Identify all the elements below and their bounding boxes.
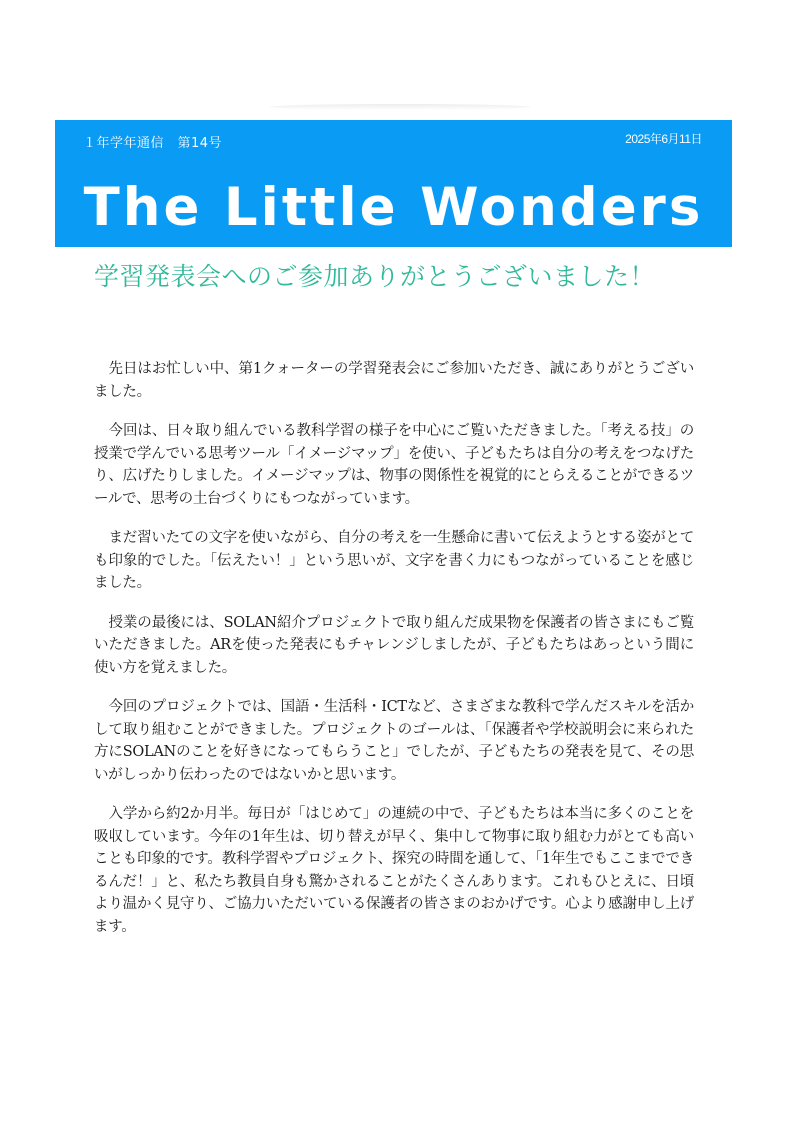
paragraph-4: 授業の最後には、SOLAN紹介プロジェクトで取り組んだ成果物を保護者の皆さまにもご覧いただきました。ARを使った発表にもチャレンジしましたが、子どもたちはあっという間に使い方を覚えました。 xyxy=(94,614,694,676)
paragraph-5: 今回のプロジェクトでは、国語・生活科・ICTなど、さまざまな教科で学んだスキルを活かして取り組むことができました。プロジェクトのゴールは、「保護者や学校説明会に来られた方にSOLANのことを好きになってもらうこと」でしたが、子どもたちの発表を見て、その思いがしっかり伝わったのではないかと思います。 xyxy=(94,699,694,783)
newsletter-title: The Little Wonders xyxy=(83,177,704,238)
issue-number: １年学年通信 第14号 xyxy=(83,136,223,151)
issue-date: 2025年6月11日 xyxy=(625,132,702,146)
page-top-shadow xyxy=(270,104,530,110)
newsletter-header xyxy=(55,120,732,247)
paragraph-6: 入学から約2か月半。毎日が「はじめて」の連続の中で、子どもたちは本当に多くのことを吸収しています。今年の1年生は、切り替えが早く、集中して物事に取り組む力がとても高いことも印象的です。教科学習やプロジェクト、探究の時間を通して、「1年生でもここまでできるんだ！」と、私たち教員自身も驚かされることがたくさんあります。これもひとえに、日頃より温かく見守り、ご協力いただいている保護者の皆さまのおかげです。心より感謝申し上げます。 xyxy=(94,806,694,935)
paragraph-1: 先日はお忙しい中、第1クォーターの学習発表会にご参加いただき、誠にありがとうございました。 xyxy=(94,361,694,400)
paragraph-3: まだ習いたての文字を使いながら、自分の考えを一生懸命に書いて伝えようとする姿がとても印象的でした。「伝えたい！」という思いが、文字を書く力にもつながっていることを感じました。 xyxy=(94,530,694,591)
article-body xyxy=(94,358,694,955)
paragraph-2: 今回は、日々取り組んでいる教科学習の様子を中心にご覧いただきました。「考える技」の授業で学んでいる思考ツール「イメージマップ」を使い、子どもたちは自分の考えをつなげたり、広げたりしました。イメージマップは、物事の関係性を視覚的にとらえることができるツールで、思考の土台づくりにもつながっています。 xyxy=(94,423,694,507)
article-headline: 学習発表会へのご参加ありがとうございました！ xyxy=(94,262,656,291)
